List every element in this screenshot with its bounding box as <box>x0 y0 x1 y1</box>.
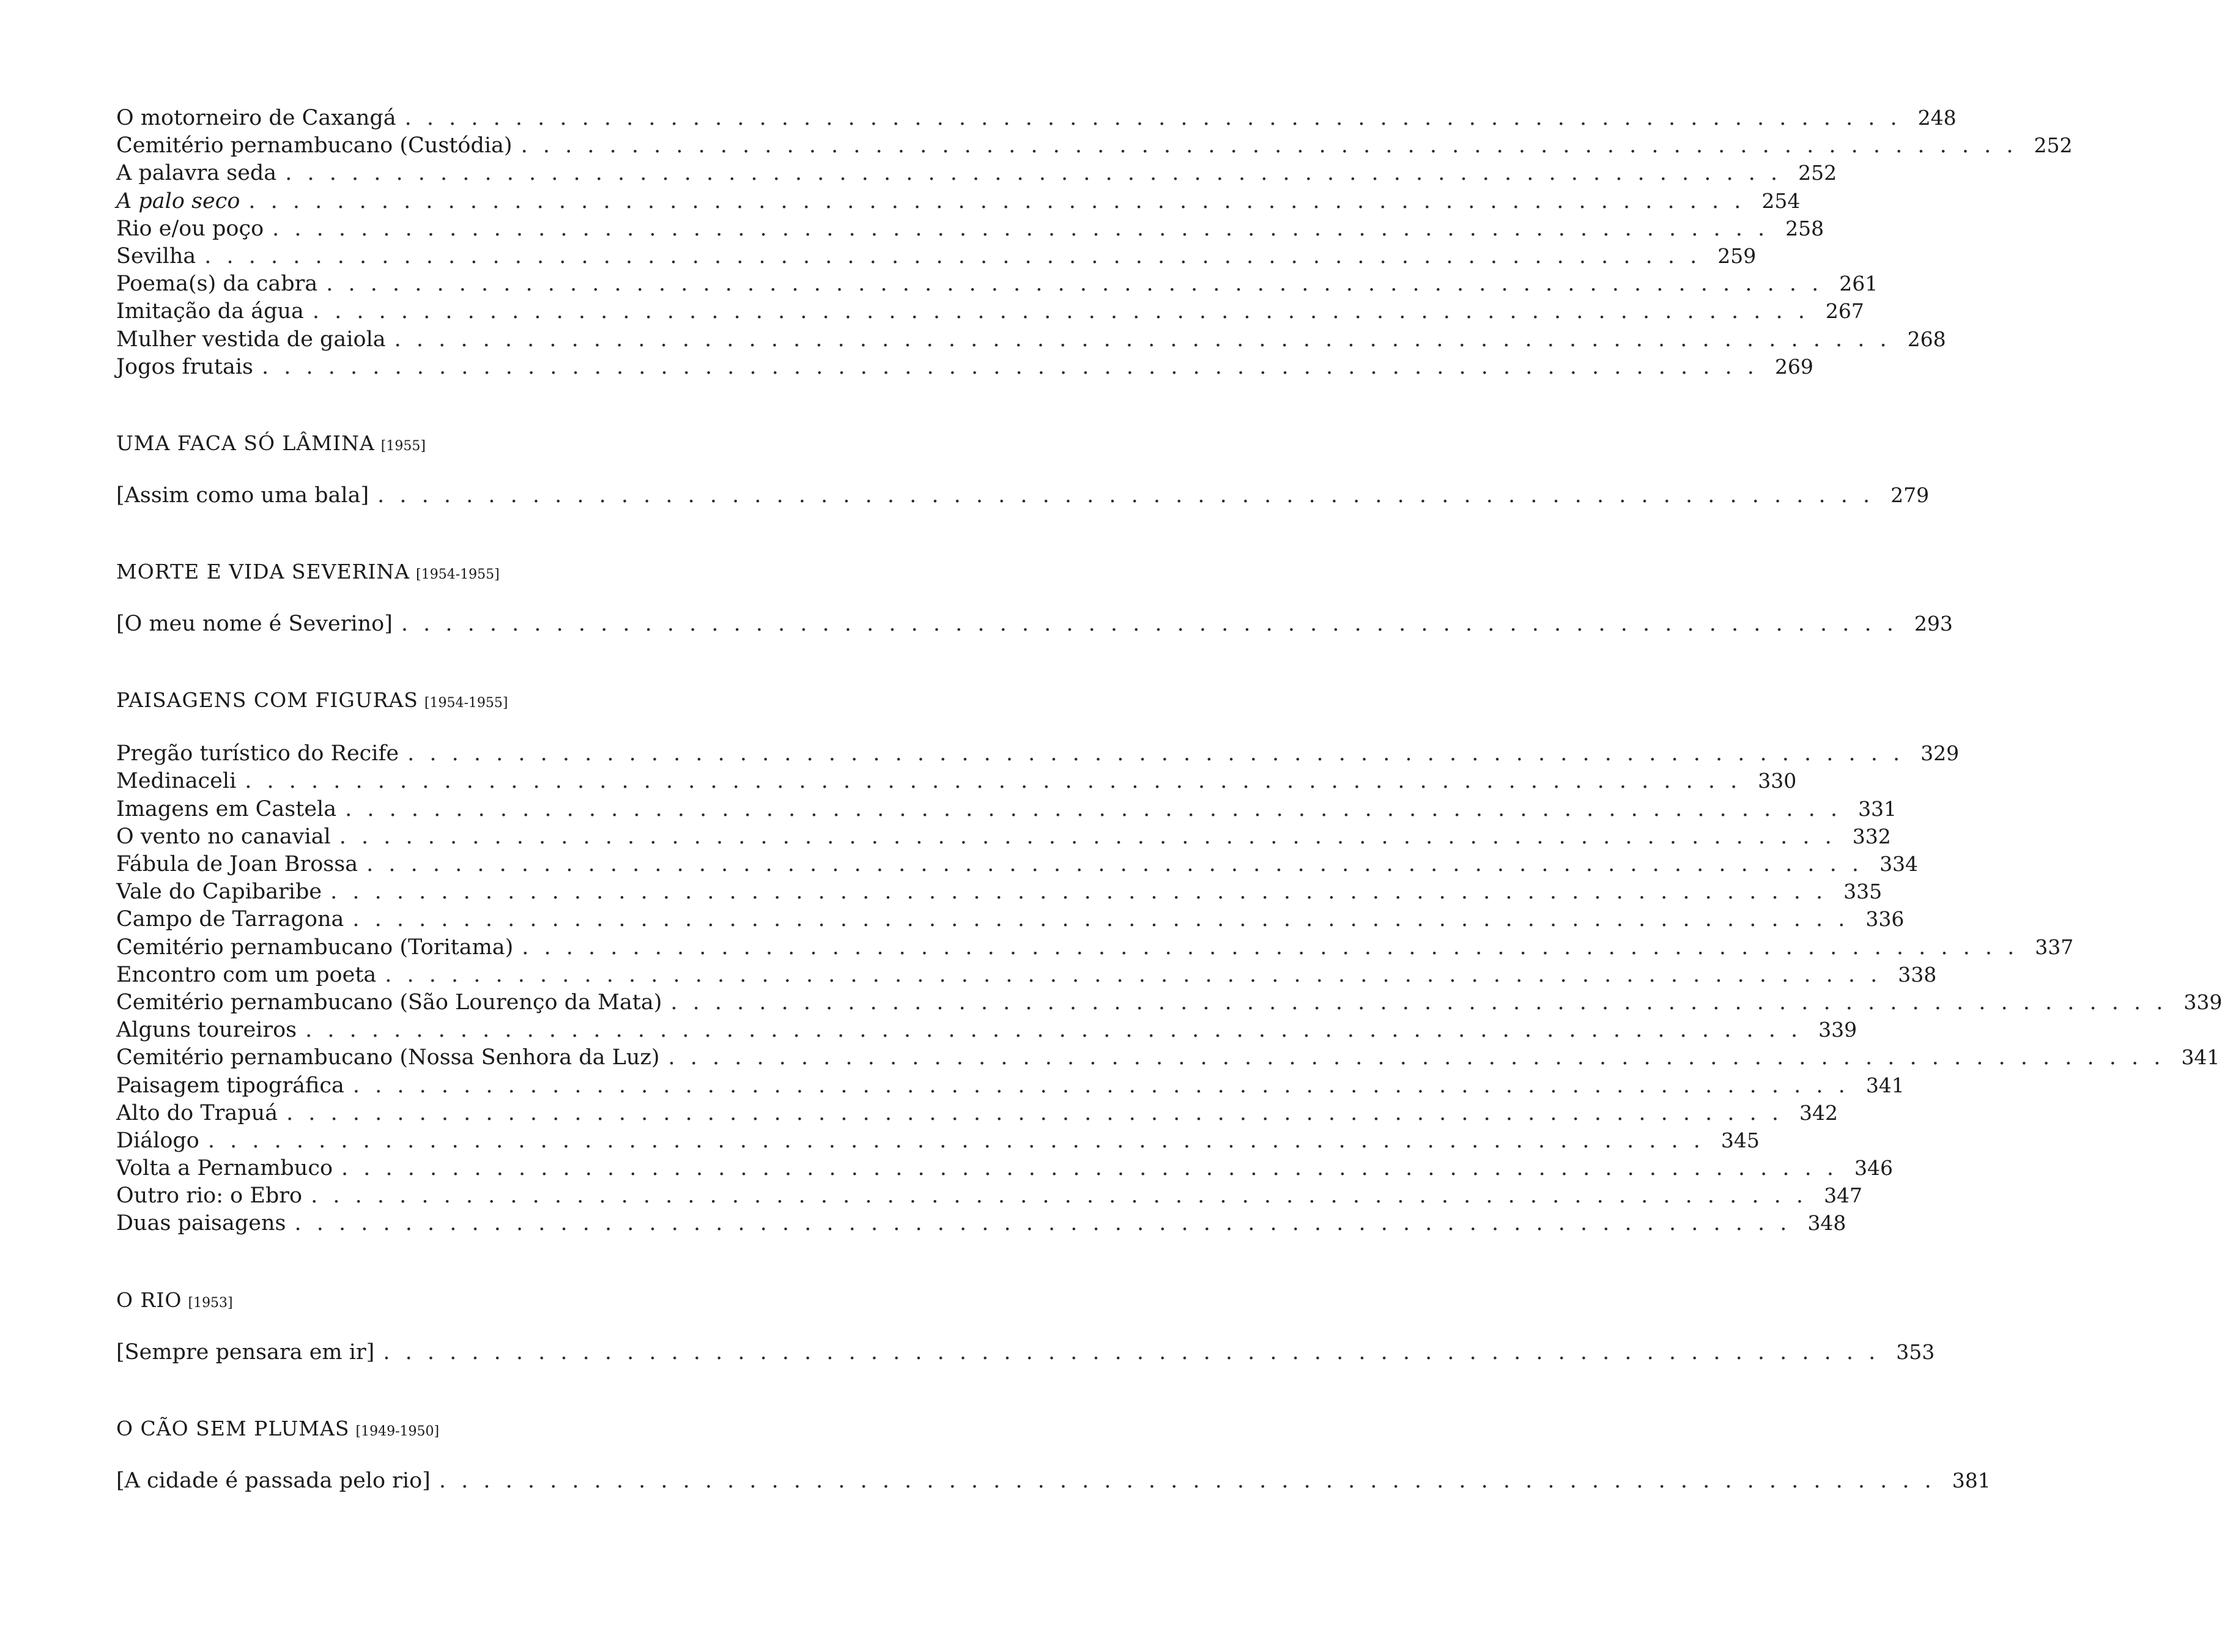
entry-title: Outro rio: o Ebro <box>116 1183 303 1209</box>
section-title: O RIO <box>116 1287 182 1312</box>
entry-title: Encontro com um poeta <box>116 962 377 987</box>
toc-entry <box>116 739 1960 767</box>
dot-leader: . . . . . . . . . . . . . . . . . . . . . . . . . . . . . . . . . . . . . . . . . . . . . . . . . . . . . . . . . . . . . . . . . . . . <box>401 612 1898 637</box>
toc-entry <box>116 878 1883 905</box>
toc-entry <box>116 297 1864 325</box>
section-title: PAISAGENS COM FIGURAS <box>116 688 418 713</box>
section-title: MORTE E VIDA SEVERINA <box>116 560 410 584</box>
dot-leader: . . . . . . . . . . . . . . . . . . . . . . . . . . . . . . . . . . . . . . . . . . . . . . . . . . . . . . . . . . . . . . . . . . . . <box>286 1100 1783 1125</box>
entry-page-number: 335 <box>1843 880 1883 904</box>
entry-page-number: 331 <box>1858 796 1897 821</box>
entry-page-number: 332 <box>1852 824 1891 848</box>
toc-entry <box>116 1209 1846 1237</box>
section-heading <box>116 429 905 457</box>
entry-page-number: 279 <box>1891 483 1930 507</box>
entry-title: O motorneiro de Caxangá <box>116 106 396 130</box>
entry-title: O vento no canavial <box>116 824 331 849</box>
entry-page-number: 337 <box>2035 935 2074 959</box>
spacer <box>116 380 905 429</box>
entry-title: Diálogo <box>116 1128 199 1153</box>
spacer <box>116 1314 905 1338</box>
dot-leader: . . . . . . . . . . . . . . . . . . . . . . . . . . . . . . . . . . . . . . . . . . . . . . . . . . . . . . . . . . . . . . . . . . . . <box>311 1183 1808 1209</box>
entry-page-number: 341 <box>2181 1045 2220 1070</box>
dot-leader: . . . . . . . . . . . . . . . . . . . . . . . . . . . . . . . . . . . . . . . . . . . . . . . . . . . . . . . . . . . . . . . . . . . . <box>366 852 1864 876</box>
entry-page-number: 353 <box>1896 1339 1935 1364</box>
section-year: [1953] <box>188 1295 233 1311</box>
dot-leader: . . . . . . . . . . . . . . . . . . . . . . . . . . . . . . . . . . . . . . . . . . . . . . . . . . . . . . . . . . . . . . . . . . . . <box>377 483 1875 508</box>
entry-title: [O meu nome é Severino] <box>116 612 393 637</box>
toc-entry <box>116 1043 2220 1071</box>
toc-entry <box>116 353 1813 380</box>
toc-entry <box>116 270 1878 297</box>
entry-title: Paisagem tipográfica <box>116 1073 344 1098</box>
entry-page-number: 259 <box>1717 243 1757 268</box>
dot-leader: . . . . . . . . . . . . . . . . . . . . . . . . . . . . . . . . . . . . . . . . . . . . . . . . . . . . . . . . . . . . . . . . . . . . <box>439 1468 1936 1493</box>
spacer <box>116 637 905 686</box>
toc-entry <box>116 159 1837 187</box>
toc-entry <box>116 933 2074 961</box>
dot-leader: . . . . . . . . . . . . . . . . . . . . . . . . . . . . . . . . . . . . . . . . . . . . . . . . . . . . . . . . . . . . . . . . . . . . <box>352 907 1850 932</box>
dot-leader: . . . . . . . . . . . . . . . . . . . . . . . . . . . . . . . . . . . . . . . . . . . . . . . . . . . . . . . . . . . . . . . . . . . . <box>294 1211 1791 1236</box>
entry-page-number: 268 <box>1907 327 1946 351</box>
entry-title: [Assim como uma bala] <box>116 483 369 508</box>
section-year: [1949-1950] <box>355 1423 440 1439</box>
dot-leader: . . . . . . . . . . . . . . . . . . . . . . . . . . . . . . . . . . . . . . . . . . . . . . . . . . . . . . . . . . . . . . . . . . . . <box>520 133 2018 158</box>
entry-title: Cemitério pernambucano (Toritama) <box>116 935 514 960</box>
dot-leader: . . . . . . . . . . . . . . . . . . . . . . . . . . . . . . . . . . . . . . . . . . . . . . . . . . . . . . . . . . . . . . . . . . . . <box>394 327 1891 352</box>
section-year: [1955] <box>380 438 426 454</box>
entry-title: Vale do Capibaribe <box>116 880 322 905</box>
spacer <box>116 457 905 481</box>
entry-page-number: 338 <box>1898 962 1937 987</box>
dot-leader: . . . . . . . . . . . . . . . . . . . . . . . . . . . . . . . . . . . . . . . . . . . . . . . . . . . . . . . . . . . . . . . . . . . . <box>261 354 1758 379</box>
entry-title: Sevilha <box>116 243 196 269</box>
entry-page-number: 254 <box>1761 188 1801 213</box>
toc-entry <box>116 1182 1863 1209</box>
spacer <box>116 585 905 610</box>
dot-leader: . . . . . . . . . . . . . . . . . . . . . . . . . . . . . . . . . . . . . . . . . . . . . . . . . . . . . . . . . . . . . . . . . . . . <box>245 769 1742 794</box>
dot-leader: . . . . . . . . . . . . . . . . . . . . . . . . . . . . . . . . . . . . . . . . . . . . . . . . . . . . . . . . . . . . . . . . . . . . <box>204 243 1702 269</box>
entry-page-number: 381 <box>1952 1468 1991 1492</box>
toc-entry <box>116 850 1919 878</box>
toc-entry <box>116 131 2073 159</box>
dot-leader: . . . . . . . . . . . . . . . . . . . . . . . . . . . . . . . . . . . . . . . . . . . . . . . . . . . . . . . . . . . . . . . . . . . . <box>339 824 1836 849</box>
entry-page-number: 334 <box>1879 852 1919 876</box>
spacer <box>116 509 905 558</box>
intro-entry-list <box>116 104 2073 380</box>
entry-title: Imagens em Castela <box>116 796 337 821</box>
entry-page-number: 339 <box>2183 990 2222 1014</box>
section-heading <box>116 1286 905 1314</box>
entry-page-number: 258 <box>1785 216 1824 240</box>
entry-title: Poema(s) da cabra <box>116 272 318 297</box>
entry-page-number: 346 <box>1854 1156 1893 1180</box>
entry-page-number: 269 <box>1774 354 1813 379</box>
dot-leader: . . . . . . . . . . . . . . . . . . . . . . . . . . . . . . . . . . . . . . . . . . . . . . . . . . . . . . . . . . . . . . . . . . . . <box>312 299 1809 324</box>
entry-page-number: 348 <box>1807 1211 1846 1235</box>
dot-leader: . . . . . . . . . . . . . . . . . . . . . . . . . . . . . . . . . . . . . . . . . . . . . . . . . . . . . . . . . . . . . . . . . . . . <box>341 1156 1838 1181</box>
entry-title: Rio e/ou poço <box>116 216 264 241</box>
spacer <box>116 1366 905 1415</box>
entry-page-number: 330 <box>1758 769 1797 793</box>
toc-entry <box>116 767 1797 795</box>
toc-entry <box>116 242 1757 270</box>
entry-page-number: 252 <box>2034 133 2073 158</box>
entry-title: Duas paisagens <box>116 1211 286 1236</box>
entry-page-number: 336 <box>1865 907 1905 932</box>
section-heading <box>116 1415 905 1442</box>
entry-title: Campo de Tarragona <box>116 907 344 932</box>
section-title: O CÃO SEM PLUMAS <box>116 1416 350 1440</box>
spacer <box>116 1442 905 1467</box>
dot-leader: . . . . . . . . . . . . . . . . . . . . . . . . . . . . . . . . . . . . . . . . . . . . . . . . . . . . . . . . . . . . . . . . . . . . <box>207 1128 1705 1153</box>
toc-entry <box>116 187 1801 215</box>
entry-page-number: 339 <box>1818 1018 1857 1042</box>
toc-entry <box>116 905 1905 933</box>
toc-entry <box>116 795 1897 823</box>
entry-title: Volta a Pernambuco <box>116 1156 333 1181</box>
toc-entry <box>116 215 1824 242</box>
spacer <box>116 714 905 739</box>
toc-entry <box>116 1127 1760 1154</box>
toc-entry <box>116 823 1891 850</box>
dot-leader: . . . . . . . . . . . . . . . . . . . . . . . . . . . . . . . . . . . . . . . . . . . . . . . . . . . . . . . . . . . . . . . . . . . . <box>326 272 1823 297</box>
table-of-contents <box>116 104 2222 1494</box>
dot-leader: . . . . . . . . . . . . . . . . . . . . . . . . . . . . . . . . . . . . . . . . . . . . . . . . . . . . . . . . . . . . . . . . . . . . <box>352 1073 1850 1098</box>
entry-page-number: 347 <box>1824 1183 1863 1208</box>
entry-title: A palo seco <box>116 188 240 213</box>
entry-page-number: 267 <box>1825 299 1864 324</box>
toc-entry <box>116 610 1953 637</box>
toc-entry <box>116 1099 1839 1127</box>
entry-title: Alto do Trapuá <box>116 1100 278 1125</box>
dot-leader: . . . . . . . . . . . . . . . . . . . . . . . . . . . . . . . . . . . . . . . . . . . . . . . . . . . . . . . . . . . . . . . . . . . . <box>330 880 1828 905</box>
spacer <box>116 1237 905 1286</box>
toc-entry <box>116 988 2222 1016</box>
section-list <box>116 380 2222 1494</box>
entry-title: Jogos frutais <box>116 354 253 379</box>
section-heading <box>116 558 905 585</box>
entry-title: Imitação da água <box>116 299 304 324</box>
dot-leader: . . . . . . . . . . . . . . . . . . . . . . . . . . . . . . . . . . . . . . . . . . . . . . . . . . . . . . . . . . . . . . . . . . . . <box>285 161 1782 186</box>
toc-entry <box>116 1467 1991 1494</box>
section-heading <box>116 686 905 714</box>
entry-title: Mulher vestida de gaiola <box>116 327 386 352</box>
entry-page-number: 341 <box>1865 1073 1905 1097</box>
toc-entry <box>116 1154 1893 1182</box>
dot-leader: . . . . . . . . . . . . . . . . . . . . . . . . . . . . . . . . . . . . . . . . . . . . . . . . . . . . . . . . . . . . . . . . . . . . <box>668 1045 2165 1070</box>
dot-leader: . . . . . . . . . . . . . . . . . . . . . . . . . . . . . . . . . . . . . . . . . . . . . . . . . . . . . . . . . . . . . . . . . . . . <box>383 1339 1880 1365</box>
section-title: UMA FACA SÓ LÂMINA <box>116 431 375 455</box>
toc-entry <box>116 1338 1935 1366</box>
section-year: [1954-1955] <box>424 695 508 711</box>
entry-page-number: 293 <box>1914 612 1953 636</box>
dot-leader: . . . . . . . . . . . . . . . . . . . . . . . . . . . . . . . . . . . . . . . . . . . . . . . . . . . . . . . . . . . . . . . . . . . . <box>407 741 1905 766</box>
entry-page-number: 329 <box>1920 741 1960 766</box>
toc-entry <box>116 104 1957 131</box>
toc-entry <box>116 1072 1905 1099</box>
entry-page-number: 261 <box>1839 272 1878 296</box>
entry-page-number: 248 <box>1917 106 1957 130</box>
dot-leader: . . . . . . . . . . . . . . . . . . . . . . . . . . . . . . . . . . . . . . . . . . . . . . . . . . . . . . . . . . . . . . . . . . . . <box>404 106 1902 130</box>
dot-leader: . . . . . . . . . . . . . . . . . . . . . . . . . . . . . . . . . . . . . . . . . . . . . . . . . . . . . . . . . . . . . . . . . . . . <box>522 935 2019 960</box>
dot-leader: . . . . . . . . . . . . . . . . . . . . . . . . . . . . . . . . . . . . . . . . . . . . . . . . . . . . . . . . . . . . . . . . . . . . <box>345 796 1842 821</box>
entry-title: Cemitério pernambucano (São Lourenço da Mata) <box>116 990 662 1015</box>
entry-title: [A cidade é passada pelo rio] <box>116 1468 431 1493</box>
toc-entry <box>116 961 1937 988</box>
dot-leader: . . . . . . . . . . . . . . . . . . . . . . . . . . . . . . . . . . . . . . . . . . . . . . . . . . . . . . . . . . . . . . . . . . . . <box>305 1018 1802 1043</box>
entry-title: Cemitério pernambucano (Nossa Senhora da Luz) <box>116 1045 660 1070</box>
dot-leader: . . . . . . . . . . . . . . . . . . . . . . . . . . . . . . . . . . . . . . . . . . . . . . . . . . . . . . . . . . . . . . . . . . . . <box>248 188 1746 213</box>
entry-page-number: 345 <box>1720 1128 1760 1152</box>
entry-title: Medinaceli <box>116 769 237 794</box>
entry-page-number: 342 <box>1799 1100 1839 1125</box>
dot-leader: . . . . . . . . . . . . . . . . . . . . . . . . . . . . . . . . . . . . . . . . . . . . . . . . . . . . . . . . . . . . . . . . . . . . <box>272 216 1769 241</box>
toc-entry <box>116 325 1946 353</box>
toc-entry <box>116 481 1930 509</box>
entry-title: Cemitério pernambucano (Custódia) <box>116 133 513 158</box>
entry-title: [Sempre pensara em ir] <box>116 1339 375 1365</box>
entry-page-number: 252 <box>1798 161 1837 185</box>
entry-title: Pregão turístico do Recife <box>116 741 399 766</box>
dot-leader: . . . . . . . . . . . . . . . . . . . . . . . . . . . . . . . . . . . . . . . . . . . . . . . . . . . . . . . . . . . . . . . . . . . . <box>670 990 2168 1015</box>
entry-title: A palavra seda <box>116 161 277 186</box>
toc-entry <box>116 1016 1857 1043</box>
entry-title: Fábula de Joan Brossa <box>116 852 358 876</box>
section-year: [1954-1955] <box>416 567 500 583</box>
entry-title: Alguns toureiros <box>116 1018 297 1043</box>
dot-leader: . . . . . . . . . . . . . . . . . . . . . . . . . . . . . . . . . . . . . . . . . . . . . . . . . . . . . . . . . . . . . . . . . . . . <box>385 962 1882 987</box>
